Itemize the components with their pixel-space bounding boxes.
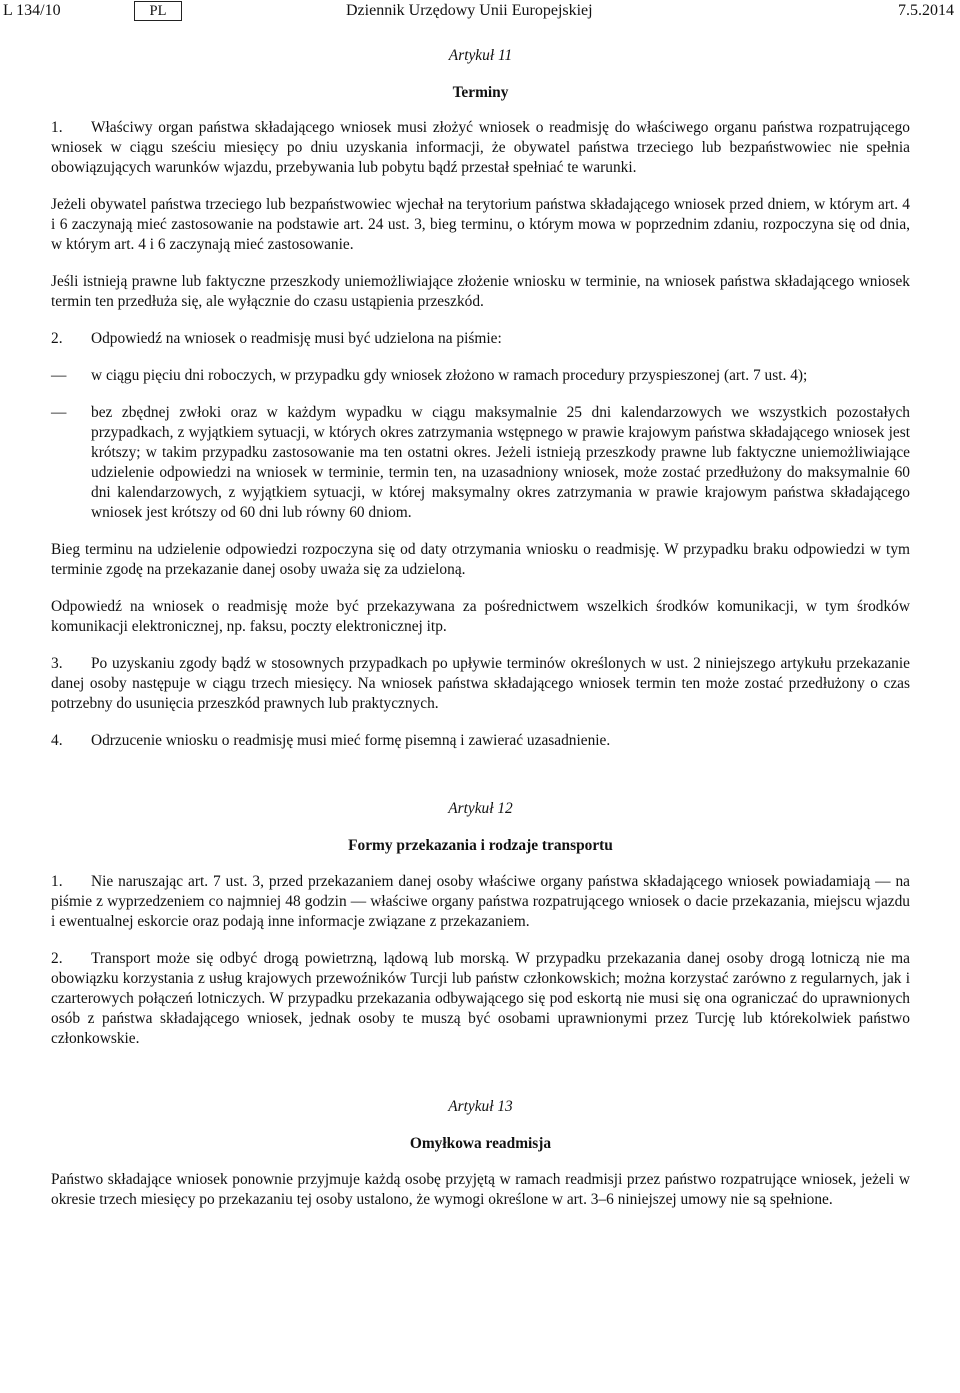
paragraph-number: 1. [51,119,63,136]
paragraph-number: 3. [51,655,63,672]
art12-paragraph-1: 1. Nie naruszając art. 7 ust. 3, przed przekazaniem danej osoby właściwe organy państwa składającego wniosek powiadamiają — na piśmie z wyprzedzeniem co najmniej 48 godzin — właściwe organy państwa rozpatrującego wniosek o dacie przekazania, miejscu wjazdu i ewentualnej eskorcie oraz podają inne informacje związane z przekazaniem. [51,873,910,930]
art11-paragraph-2c: Odpowiedź na wniosek o readmisję może być przekazywana za pośrednictwem wszelkich środków komunikacji, w tym środków komunikacji elektronicznej, np. faksu, poczty elektronicznej itp. [51,598,910,635]
art11-dash-item-1: — w ciągu pięciu dni roboczych, w przypadku gdy wniosek złożono w ramach procedury przyspieszonej (art. 7 ust. 4); [51,367,808,384]
paragraph-number: 1. [51,873,63,890]
art13-paragraph-1: Państwo składające wniosek ponownie przyjmuje każdą osobę przyjętą w ramach readmisji przez państwo rozpatrujące wniosek, jeżeli w okresie trzech miesięcy po przekazaniu tej osoby ustalono, że wymogi określone w art. 3–6 niniejszej umowy nie są spełnione. [51,1171,910,1208]
paragraph-number: 2. [51,330,63,347]
document-body [51,44,910,1210]
journal-title: Dziennik Urzędowy Unii Europejskiej [346,2,593,19]
article-12-label: Artykuł 12 [448,800,513,817]
art11-paragraph-4: 4. Odrzucenie wniosku o readmisję musi mieć formę pisemną i zawierać uzasadnienie. [51,732,611,749]
art11-paragraph-1c: Jeśli istnieją prawne lub faktyczne przeszkody uniemożliwiające złożenie wniosku w terminie, na wniosek państwa składającego wniosek termin ten przedłuża się, ale wyłącznie do czasu ustąpienia przeszkód. [51,273,910,310]
art11-dash-item-2: — bez zbędnej zwłoki oraz w każdym wypadku w ciągu maksymalnie 25 dni kalendarzowych we wszystkich pozostałych przypadkach, z wyjątkiem sytuacji, w których okres zatrzymania wstępnego w prawie krajowym państwa składającego wniosek jest krótszy; w takim przypadku zastosowanie ma ten ostatni okres. Jeżeli istnieją przeszkody prawne lub faktyczne uniemożliwiające udzielenie odpowiedzi na wniosek w terminie, termin ten, na uzasadniony wniosek, może zostać przedłużony do maksymalnie 60 dni kalendarzowych, z wyjątkiem sytuacji, w której maksymalny okres zatrzymania w prawie krajowym państwa składającego wniosek jest krótszy od 60 dni lub równy 60 dniom. [51,404,910,521]
article-11-title: Terminy [452,84,509,101]
article-13-title: Omyłkowa readmisja [409,1135,552,1152]
dash-marker: — [51,404,67,421]
art11-paragraph-2: 2. Odpowiedź na wniosek o readmisję musi być udzielona na piśmie: [51,330,502,347]
art12-paragraph-2: 2. Transport może się odbyć drogą powietrzną, lądową lub morską. W przypadku przekazania danej osoby drogą lotniczą nie ma obowiązku korzystania z usług krajowych przewoźników Turcji lub państw członkowskich; można korzystać zarówno z regularnych, jak i czarterowych połączeń lotniczych. W przypadku przekazania odbywającego się pod eskortą nie musi się ona ograniczać do uprawnionych osób z państwa składającego wniosek, jednak osoby te muszą być osobami uprawnionymi przez Turcję lub którekolwiek państwo członkowskie. [51,950,910,1047]
paragraph-number: 2. [51,950,63,967]
art11-paragraph-3: 3. Po uzyskaniu zgody bądź w stosownych przypadkach po upływie terminów określonych w ust. 2 niniejszego artykułu przekazanie danej osoby następuje w ciągu trzech miesięcy. Na wniosek państwa składającego wniosek termin ten może zostać przedłużony o czas potrzebny do usunięcia przeszkód prawnych lub praktycznych. [51,655,910,712]
art11-paragraph-1b: Jeżeli obywatel państwa trzeciego lub bezpaństwowiec wjechał na terytorium państwa składającego wniosek przed dniem, w którym art. 4 i 6 zaczynają mieć zastosowanie na podstawie art. 24 ust. 3, bieg terminu, o którym mowa w poprzednim zdaniu, rozpoczyna się od dnia, w którym art. 4 i 6 zaczynają mieć zastosowanie. [51,196,910,253]
publication-date: 7.5.2014 [898,2,954,19]
art11-paragraph-1: 1. Właściwy organ państwa składającego wniosek musi złożyć wniosek o readmisję do właściwego organu państwa rozpatrującego wniosek w ciągu sześciu miesięcy po dniu uzyskania informacji, że obywatel państwa trzeciego lub bezpaństwowiec nie spełnia obowiązujących warunków wjazdu, przebywania lub pobytu bądź przestał spełniać te warunki. [51,119,910,176]
article-13-label: Artykuł 13 [448,1098,513,1115]
dash-marker: — [51,367,67,384]
art11-paragraph-2b: Bieg terminu na udzielenie odpowiedzi rozpoczyna się od daty otrzymania wniosku o readmisję. W przypadku braku odpowiedzi w tym terminie zgodę na przekazanie danej osoby uważa się za udzieloną. [51,541,910,578]
page-number: L 134/10 [3,2,61,19]
paragraph-number: 4. [51,732,63,749]
article-11-label: Artykuł 11 [448,47,513,64]
page-header [0,0,960,22]
article-12-title: Formy przekazania i rodzaje transportu [348,837,613,854]
language-badge: PL [134,1,182,21]
